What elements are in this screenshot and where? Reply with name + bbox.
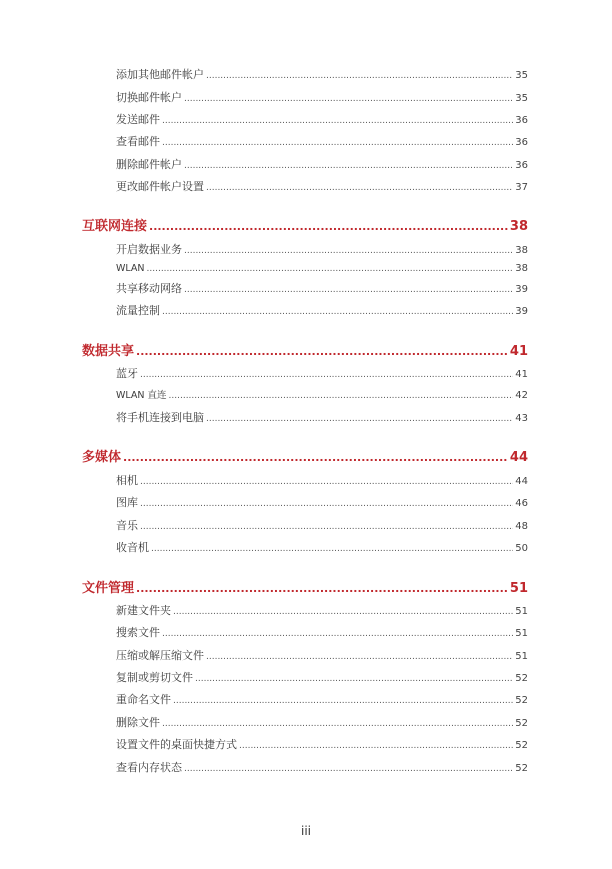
toc-entry-title: 删除文件: [116, 716, 160, 729]
toc-entry-page: 46: [515, 498, 528, 509]
toc-entry[interactable]: [116, 539, 528, 555]
toc-entry[interactable]: [116, 156, 528, 172]
toc-leader: [206, 411, 513, 424]
toc-entry-title: 音乐: [116, 519, 138, 532]
toc-leader: [173, 604, 513, 617]
toc-leader: [195, 671, 513, 684]
toc-chapter-page: 44: [509, 450, 528, 465]
toc-entry-page: 42: [515, 390, 528, 401]
toc-leader: [140, 519, 513, 532]
toc-entry[interactable]: [116, 624, 528, 640]
toc-entry[interactable]: [116, 111, 528, 127]
toc-entry[interactable]: [116, 280, 528, 296]
toc-leader: [184, 282, 513, 295]
toc-entry[interactable]: [116, 602, 528, 618]
toc-entry-page: 44: [515, 476, 528, 487]
toc-leader: [239, 738, 513, 751]
toc-entry[interactable]: [116, 89, 528, 105]
toc-leader: [162, 626, 513, 639]
toc-leader: [136, 344, 508, 359]
toc-chapter-title: 数据共享: [82, 344, 135, 359]
toc-entry-title: 设置文件的桌面快捷方式: [116, 738, 237, 751]
toc-entry[interactable]: [116, 66, 528, 82]
toc-entry-title: 图库: [116, 496, 138, 509]
toc-entry[interactable]: [116, 133, 528, 149]
toc-chapter-page: 41: [509, 344, 528, 359]
toc-entry-page: 43: [515, 413, 528, 424]
toc-entry-page: 36: [515, 160, 528, 171]
toc-chapter-page: 38: [509, 219, 528, 234]
toc-entry-page: 35: [515, 70, 528, 81]
toc-chapter-title: 文件管理: [82, 581, 135, 596]
toc-entry-title: 更改邮件帐户设置: [116, 180, 204, 193]
toc-leader: [162, 716, 513, 729]
toc-chapter-title: 互联网连接: [82, 219, 148, 234]
toc-entry-page: 51: [515, 606, 528, 617]
toc-entry[interactable]: [116, 669, 528, 685]
toc-leader: [173, 693, 513, 706]
toc-entry-title: 共享移动网络: [116, 282, 182, 295]
toc-entry-title: 复制或剪切文件: [116, 671, 193, 684]
toc-chapter-title: 多媒体: [82, 450, 122, 465]
toc-entry-page: 35: [515, 93, 528, 104]
toc-entry[interactable]: [116, 472, 528, 488]
toc-leader: [147, 261, 514, 274]
toc-entry-title: 压缩或解压缩文件: [116, 649, 204, 662]
toc-entry[interactable]: [116, 178, 528, 194]
toc-entry-page: 37: [515, 182, 528, 193]
toc-entry-page: 39: [515, 284, 528, 295]
toc-leader: [184, 91, 513, 104]
toc-leader: [162, 135, 513, 148]
toc-leader: [206, 68, 513, 81]
toc-entry-title: 开启数据业务: [116, 243, 182, 256]
toc-leader: [151, 541, 513, 554]
toc-entry-title: 收音机: [116, 541, 149, 554]
toc-entry[interactable]: [116, 517, 528, 533]
toc-entry-page: 52: [515, 695, 528, 706]
toc-entry-page: 38: [515, 263, 528, 274]
toc-entry-title: WLAN 直连: [116, 390, 167, 401]
toc-entry[interactable]: [116, 736, 528, 752]
toc-entry[interactable]: [116, 241, 528, 257]
toc-entry-title: 添加其他邮件帐户: [116, 68, 204, 81]
toc-entry[interactable]: [116, 647, 528, 663]
toc-entry-title: WLAN: [116, 263, 145, 274]
toc-entry-title: 查看内存状态: [116, 761, 182, 774]
toc-chapter-page: 51: [509, 581, 528, 596]
toc-leader: [162, 304, 513, 317]
toc-leader: [136, 581, 508, 596]
toc-entry-title: 相机: [116, 474, 138, 487]
toc-leader: [184, 158, 513, 171]
toc-entry-page: 52: [515, 718, 528, 729]
toc-leader: [162, 113, 513, 126]
toc-entry-page: 51: [515, 651, 528, 662]
toc-entry-page: 52: [515, 740, 528, 751]
toc-leader: [149, 219, 508, 234]
toc-entry[interactable]: [116, 302, 528, 318]
toc-chapter[interactable]: [82, 340, 528, 359]
toc-entry-page: 51: [515, 628, 528, 639]
toc-entry[interactable]: [116, 691, 528, 707]
toc-entry-page: 39: [515, 306, 528, 317]
toc-entry-page: 52: [515, 763, 528, 774]
toc-leader: [206, 649, 513, 662]
toc-leader: [206, 180, 513, 193]
toc-entry-page: 36: [515, 137, 528, 148]
toc-entry[interactable]: [116, 261, 528, 274]
toc-chapter[interactable]: [82, 215, 528, 234]
toc-chapter[interactable]: [82, 577, 528, 596]
toc-entry-page: 50: [515, 543, 528, 554]
toc-leader: [140, 367, 513, 380]
toc-entry[interactable]: [116, 409, 528, 425]
toc-entry-page: 36: [515, 115, 528, 126]
toc-entry-title: 蓝牙: [116, 367, 138, 380]
toc-entry[interactable]: [116, 365, 528, 381]
toc-entry-title: 查看邮件: [116, 135, 160, 148]
toc-entry-page: 41: [515, 369, 528, 380]
toc-leader: [123, 450, 508, 465]
toc-entry-title: 删除邮件帐户: [116, 158, 182, 171]
toc-entry-title: 发送邮件: [116, 113, 160, 126]
toc-entry-page: 38: [515, 245, 528, 256]
toc-entry[interactable]: [116, 494, 528, 510]
toc-entry-title: 切换邮件帐户: [116, 91, 182, 104]
toc-entry-title: 新建文件夹: [116, 604, 171, 617]
toc-leader: [140, 496, 513, 509]
toc-chapter[interactable]: [82, 446, 528, 465]
toc-leader: [184, 761, 513, 774]
toc-entry[interactable]: [116, 387, 528, 401]
toc-leader: [169, 388, 514, 401]
toc-entry-page: 48: [515, 521, 528, 532]
toc-leader: [140, 474, 513, 487]
toc-entry-title: 搜索文件: [116, 626, 160, 639]
toc-entry[interactable]: [116, 714, 528, 730]
toc-entry-title: 流量控制: [116, 304, 160, 317]
page-number: iii: [300, 824, 311, 838]
toc-entry-title: 重命名文件: [116, 693, 171, 706]
toc-leader: [184, 243, 513, 256]
toc-entry-title: 将手机连接到电脑: [116, 411, 204, 424]
toc-entry-page: 52: [515, 673, 528, 684]
toc-entry[interactable]: [116, 759, 528, 775]
